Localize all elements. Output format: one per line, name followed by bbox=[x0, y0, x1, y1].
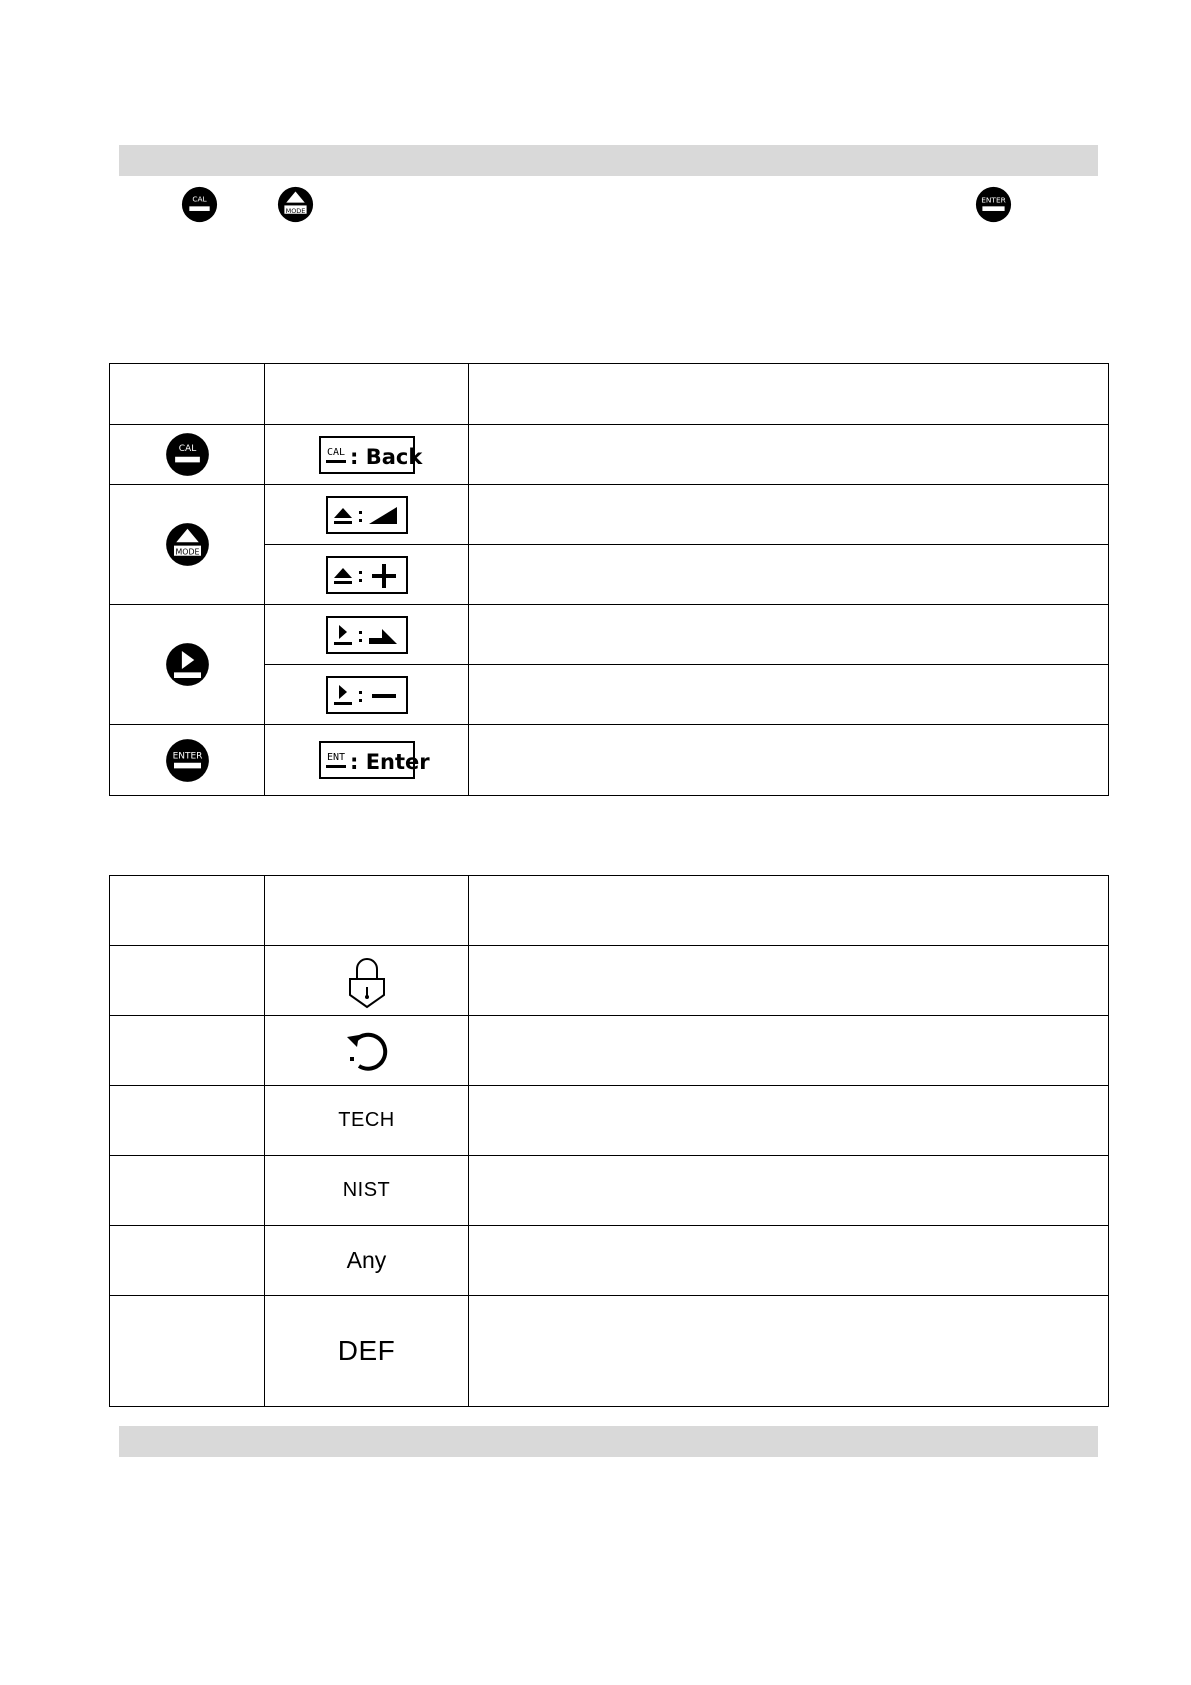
name-cell bbox=[110, 1296, 265, 1407]
header-cell bbox=[265, 364, 469, 425]
lcd-up-plus-icon bbox=[326, 556, 408, 594]
header-cell bbox=[469, 876, 1109, 946]
symbol-cell bbox=[265, 1226, 469, 1296]
table-header-row bbox=[110, 876, 1109, 946]
name-cell bbox=[110, 1016, 265, 1086]
table-row bbox=[110, 1086, 1109, 1156]
lcd-ent-enter bbox=[319, 741, 430, 779]
enter-key-icon bbox=[975, 186, 1012, 223]
description-cell bbox=[469, 1016, 1109, 1086]
mode-up-key-icon bbox=[277, 186, 314, 223]
header-cell bbox=[110, 876, 265, 946]
symbol-cell bbox=[265, 1296, 469, 1407]
lcd-cal-back bbox=[319, 436, 422, 474]
lcd-right-minus-icon bbox=[326, 676, 408, 714]
svg-text:MODE: MODE bbox=[175, 547, 199, 557]
lcd-right-decrease-icon bbox=[326, 616, 408, 654]
name-cell bbox=[110, 1156, 265, 1226]
lcd-cell bbox=[265, 665, 469, 725]
section-footer-bar bbox=[119, 1426, 1098, 1457]
table-row bbox=[110, 725, 1109, 796]
cal-key-icon bbox=[181, 186, 218, 223]
mode-up-key-icon bbox=[165, 522, 210, 567]
table-row bbox=[110, 605, 1109, 665]
key-cell bbox=[110, 485, 265, 605]
cal-key-icon bbox=[165, 432, 210, 477]
nist-label: NIST bbox=[342, 1179, 391, 1201]
header-cell bbox=[265, 876, 469, 946]
svg-text:CAL: CAL bbox=[178, 444, 196, 455]
table-row bbox=[110, 1016, 1109, 1086]
name-cell bbox=[110, 946, 265, 1016]
lcd-cell bbox=[265, 545, 469, 605]
svg-text:ENT: ENT bbox=[326, 752, 345, 763]
table-row bbox=[110, 425, 1109, 485]
symbol-cell bbox=[265, 1016, 469, 1086]
key-cell bbox=[110, 725, 265, 796]
lcd-cell bbox=[265, 425, 469, 485]
description-cell bbox=[469, 425, 1109, 485]
lock-icon bbox=[347, 953, 387, 1009]
key-cell bbox=[110, 605, 265, 725]
description-cell bbox=[469, 1156, 1109, 1226]
description-cell bbox=[469, 1226, 1109, 1296]
table-row bbox=[110, 1156, 1109, 1226]
lcd-cell bbox=[265, 605, 469, 665]
key-cell bbox=[110, 425, 265, 485]
description-cell bbox=[469, 605, 1109, 665]
description-cell bbox=[469, 1296, 1109, 1407]
symbol-cell bbox=[265, 1156, 469, 1226]
svg-text:: Enter: : Enter bbox=[349, 750, 430, 774]
header-cell bbox=[110, 364, 265, 425]
name-cell bbox=[110, 1226, 265, 1296]
description-cell bbox=[469, 1086, 1109, 1156]
lcd-up-increase-icon bbox=[326, 496, 408, 534]
svg-text:CAL: CAL bbox=[192, 194, 207, 204]
lcd-cell bbox=[265, 725, 469, 796]
svg-text:ENTER: ENTER bbox=[981, 195, 1006, 205]
description-cell bbox=[469, 545, 1109, 605]
svg-text:ENTER: ENTER bbox=[172, 750, 202, 761]
tech-label: TECH bbox=[338, 1109, 395, 1131]
svg-text:CAL: CAL bbox=[326, 446, 345, 458]
symbol-cell bbox=[265, 946, 469, 1016]
description-cell bbox=[469, 946, 1109, 1016]
enter-key-icon bbox=[165, 738, 210, 783]
refresh-icon bbox=[343, 1027, 391, 1075]
symbol-cell bbox=[265, 1086, 469, 1156]
description-cell bbox=[469, 725, 1109, 796]
table-row bbox=[110, 946, 1109, 1016]
header-cell bbox=[469, 364, 1109, 425]
display-symbol-table bbox=[109, 875, 1109, 1407]
any-label: Any bbox=[346, 1247, 387, 1273]
table-row bbox=[110, 1226, 1109, 1296]
description-cell bbox=[469, 485, 1109, 545]
key-function-table bbox=[109, 363, 1109, 796]
section-header-bar bbox=[119, 145, 1098, 176]
table-row bbox=[110, 485, 1109, 545]
def-label: DEF bbox=[337, 1335, 396, 1366]
right-arrow-key-icon bbox=[165, 642, 210, 687]
table-header-row bbox=[110, 364, 1109, 425]
table-row bbox=[110, 1296, 1109, 1407]
svg-text:MODE: MODE bbox=[285, 206, 306, 215]
lcd-cell bbox=[265, 485, 469, 545]
svg-text:: Back: : Back bbox=[349, 444, 422, 469]
description-cell bbox=[469, 665, 1109, 725]
name-cell bbox=[110, 1086, 265, 1156]
